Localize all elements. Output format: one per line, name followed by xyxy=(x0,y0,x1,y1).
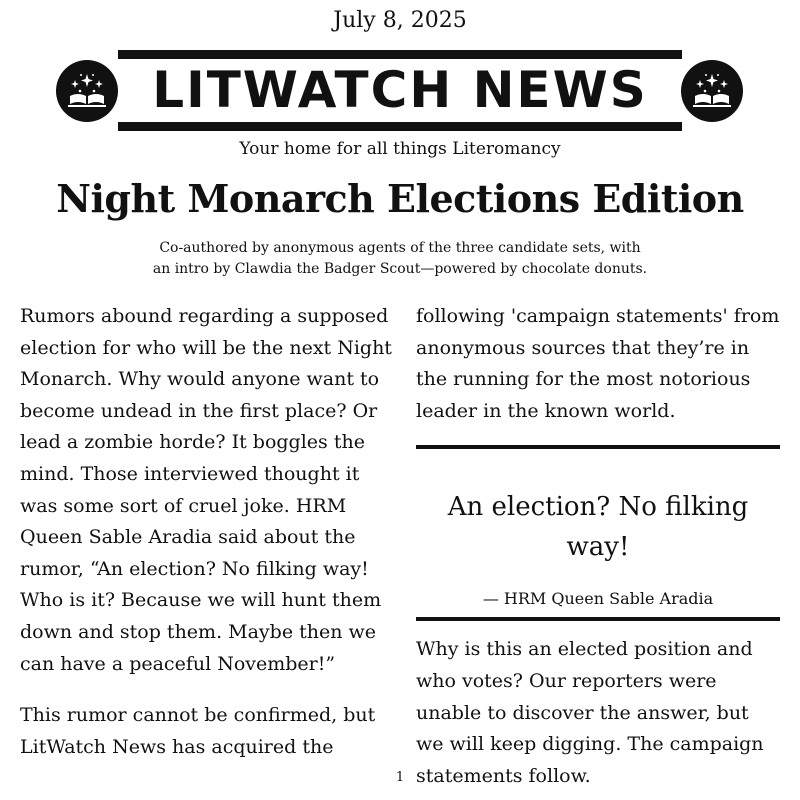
masthead-top-rule xyxy=(118,50,682,59)
open-book-sparkles-icon xyxy=(56,60,118,122)
article-column-left xyxy=(20,301,392,763)
open-book-sparkles-icon xyxy=(681,60,743,122)
pull-quote-bottom-rule xyxy=(416,617,780,621)
masthead-bottom-rule xyxy=(118,122,682,131)
byline-line-2: an intro by Clawdia the Badger Scout—powered by chocolate donuts. xyxy=(152,261,648,277)
tagline: Your home for all things Literomancy xyxy=(239,139,561,159)
article-paragraph: following 'campaign statements' from anonymous sources that they’re in the running for the most notorious leader in the known world. xyxy=(416,305,780,422)
article-paragraph: This rumor cannot be confirmed, but LitWatch News has acquired the xyxy=(20,704,376,758)
article-column-right xyxy=(416,301,780,792)
pull-quote-top-rule xyxy=(416,445,780,449)
masthead-title: LITWATCH NEWS xyxy=(152,61,648,119)
byline xyxy=(0,238,800,280)
article-paragraph: Why is this an elected position and who votes? Our reporters were unable to discover the answer, but we will keep digging. The campaign statements follow. xyxy=(416,638,764,787)
page-number: 1 xyxy=(395,770,405,785)
pull-quote: An election? No filking way! xyxy=(447,492,749,563)
pull-quote-attribution: — HRM Queen Sable Aradia xyxy=(482,589,714,609)
byline-line-1: Co-authored by anonymous agents of the three candidate sets, with xyxy=(159,240,641,256)
article-paragraph: Rumors abound regarding a supposed election for who will be the next Night Monarch. Why would anyone want to become undead in the first place? Or lead a zombie horde? It boggles the mind. Those interviewed thought it was some sort of cruel joke. HRM Queen Sable Aradia said about the rumor, “An election? No filking way! Who is it? Because we will hunt them down and stop them. Maybe then we can have a peaceful November!” xyxy=(20,305,392,675)
issue-date: July 8, 2025 xyxy=(333,8,467,33)
edition-title: Night Monarch Elections Edition xyxy=(56,176,744,221)
